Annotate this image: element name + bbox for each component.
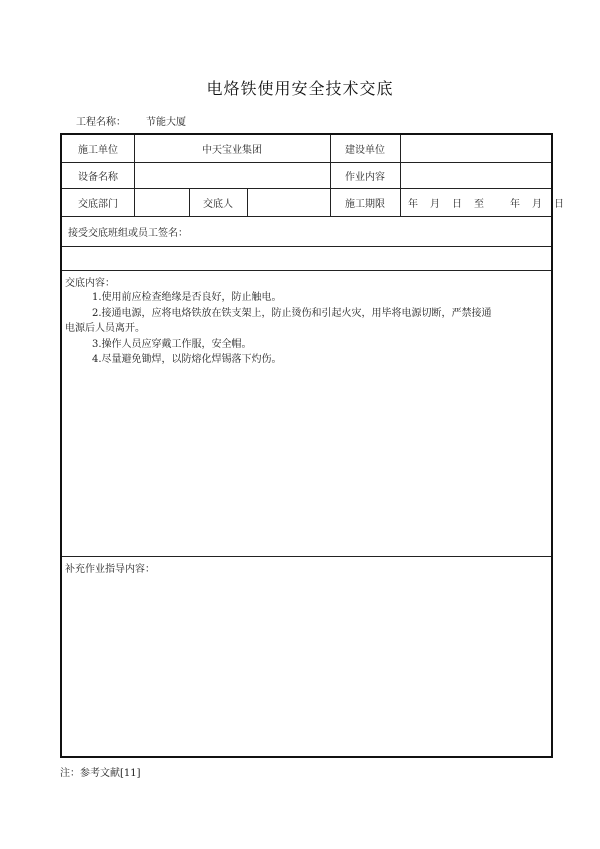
period-value[interactable] [400,188,564,216]
period-day-start: 日 [452,198,462,210]
disclosure-item-2-cont: 电源后人员离开。 [65,323,145,334]
department-label: 交底部门 [78,198,118,210]
construction-unit-label: 施工单位 [78,145,118,156]
equipment-value[interactable] [134,162,330,188]
period-year-end: 年 [510,198,520,210]
disclosure-label: 交底内容： [65,278,115,289]
disclosure-item-4: 4.尽量避免锄焊，以防熔化焊锡落下灼伤。 [92,354,282,365]
row-department [62,188,564,217]
supplement-label: 补充作业指导内容： [65,564,155,575]
disclosure-content [65,290,492,368]
period-year-start: 年 [408,198,418,210]
disclosure-item-1: 1.使用前应检查绝缘是否良好，防止触电。 [92,292,282,303]
period-month-start: 月 [430,198,440,210]
row-equipment [62,162,551,189]
row-signature [62,216,551,247]
period-day-end: 日 [554,198,564,210]
period-month-end: 月 [532,198,542,210]
discloser-value[interactable] [247,188,330,216]
project-name [76,113,186,128]
row-signature-blank[interactable] [62,246,551,271]
disclosure-item-3: 3.操作人员应穿戴工作服，安全帽。 [92,338,252,350]
project-name-label: 工程名称： [76,117,126,128]
period-to: 至 [474,198,484,210]
supplement-section [62,556,551,756]
disclosure-form [60,133,564,758]
builder-label: 建设单位 [345,145,385,156]
project-name-value: 节能大厦 [146,117,186,128]
work-content-value[interactable] [400,162,551,188]
builder-value[interactable] [400,135,551,162]
period-label: 施工期限 [345,198,385,210]
footnote: 注：参考文献[11] [60,768,141,779]
disclosure-item-2: 2.接通电源，应将电烙铁放在铁支架上，防止烫伤和引起火灾，用毕将电源切断，严禁接通 [92,307,492,319]
department-value[interactable] [134,188,189,216]
work-content-label: 作业内容 [345,171,385,183]
page-title: 电烙铁使用安全技术交底 [206,79,394,98]
row-construction-unit [62,135,551,163]
disclosure-section [62,270,551,557]
discloser-label: 交底人 [203,198,233,210]
construction-unit-value[interactable]: 中天宝业集团 [202,145,262,156]
equipment-label: 设备名称 [78,171,118,183]
signature-label: 接受交底班组或员工签名： [68,227,188,239]
